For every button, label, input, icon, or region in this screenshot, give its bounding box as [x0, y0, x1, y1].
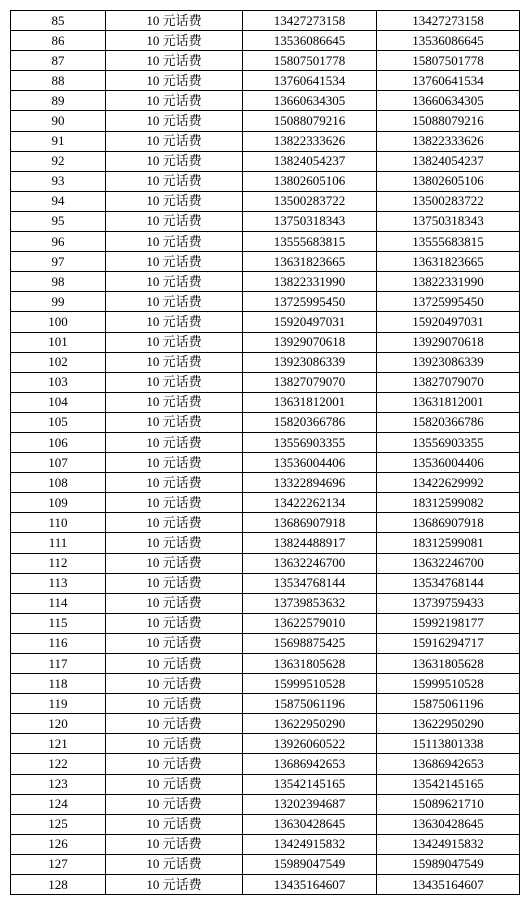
prize-item-cell: 10 元话费	[106, 573, 243, 593]
recharge-number-cell: 13750318343	[377, 211, 520, 231]
row-number-cell: 122	[11, 754, 106, 774]
recharge-number-cell: 13827079070	[377, 372, 520, 392]
prize-item-cell: 10 元话费	[106, 553, 243, 573]
row-number-cell: 103	[11, 372, 106, 392]
recharge-number-cell: 13542145165	[377, 774, 520, 794]
table-row	[11, 694, 520, 714]
recharge-number-cell: 13630428645	[377, 814, 520, 834]
prize-item-cell: 10 元话费	[106, 654, 243, 674]
phone-number-cell: 13630428645	[243, 814, 377, 834]
row-number-cell: 112	[11, 553, 106, 573]
row-number-cell: 92	[11, 151, 106, 171]
recharge-number-cell: 13500283722	[377, 191, 520, 211]
prize-item-cell: 10 元话费	[106, 674, 243, 694]
phone-number-cell: 13422262134	[243, 493, 377, 513]
prize-item-cell: 10 元话费	[106, 734, 243, 754]
prize-item-cell: 10 元话费	[106, 332, 243, 352]
recharge-number-cell: 13725995450	[377, 292, 520, 312]
row-number-cell: 87	[11, 51, 106, 71]
recharge-number-cell: 15807501778	[377, 51, 520, 71]
prize-item-cell: 10 元话费	[106, 191, 243, 211]
recharge-number-cell: 13556903355	[377, 432, 520, 452]
phone-number-cell: 13739853632	[243, 593, 377, 613]
phone-number-cell: 15989047549	[243, 854, 377, 874]
recharge-number-cell: 13424915832	[377, 834, 520, 854]
table-row	[11, 232, 520, 252]
phone-number-cell: 13827079070	[243, 372, 377, 392]
recharge-number-cell: 15089621710	[377, 794, 520, 814]
phone-number-cell: 13929070618	[243, 332, 377, 352]
table-row	[11, 633, 520, 653]
recharge-number-cell: 15920497031	[377, 312, 520, 332]
row-number-cell: 119	[11, 694, 106, 714]
table-row	[11, 493, 520, 513]
recharge-number-cell: 13929070618	[377, 332, 520, 352]
phone-number-cell: 13427273158	[243, 11, 377, 31]
table-row	[11, 654, 520, 674]
recharge-number-cell: 13686907918	[377, 513, 520, 533]
recharge-number-cell: 15088079216	[377, 111, 520, 131]
prize-item-cell: 10 元话费	[106, 714, 243, 734]
row-number-cell: 107	[11, 453, 106, 473]
row-number-cell: 95	[11, 211, 106, 231]
row-number-cell: 126	[11, 834, 106, 854]
prize-item-cell: 10 元话费	[106, 91, 243, 111]
prize-item-cell: 10 元话费	[106, 131, 243, 151]
recharge-number-cell: 15916294717	[377, 633, 520, 653]
row-number-cell: 113	[11, 573, 106, 593]
table-row	[11, 91, 520, 111]
recharge-number-cell: 13739759433	[377, 593, 520, 613]
row-number-cell: 99	[11, 292, 106, 312]
row-number-cell: 109	[11, 493, 106, 513]
row-number-cell: 124	[11, 794, 106, 814]
table-row	[11, 51, 520, 71]
table-row	[11, 151, 520, 171]
recharge-number-cell: 15999510528	[377, 674, 520, 694]
recharge-number-cell: 13631805628	[377, 654, 520, 674]
table-row	[11, 71, 520, 91]
phone-number-cell: 15999510528	[243, 674, 377, 694]
prize-item-cell: 10 元话费	[106, 312, 243, 332]
recharge-number-cell: 13631812001	[377, 392, 520, 412]
phone-number-cell: 13631823665	[243, 252, 377, 272]
phone-number-cell: 13534768144	[243, 573, 377, 593]
row-number-cell: 91	[11, 131, 106, 151]
prize-item-cell: 10 元话费	[106, 31, 243, 51]
recharge-number-cell: 15992198177	[377, 613, 520, 633]
recharge-number-cell: 13923086339	[377, 352, 520, 372]
table-row	[11, 292, 520, 312]
prize-item-cell: 10 元话费	[106, 252, 243, 272]
recharge-number-cell: 13534768144	[377, 573, 520, 593]
phone-number-cell: 13536086645	[243, 31, 377, 51]
table-row	[11, 734, 520, 754]
prize-item-cell: 10 元话费	[106, 372, 243, 392]
recharge-number-cell: 13555683815	[377, 232, 520, 252]
table-row	[11, 875, 520, 895]
recharge-number-cell: 13822331990	[377, 272, 520, 292]
phone-number-cell: 13424915832	[243, 834, 377, 854]
phone-number-cell: 15875061196	[243, 694, 377, 714]
table-row	[11, 372, 520, 392]
phone-number-cell: 13926060522	[243, 734, 377, 754]
table-row	[11, 211, 520, 231]
recharge-number-cell: 13622950290	[377, 714, 520, 734]
row-number-cell: 94	[11, 191, 106, 211]
row-number-cell: 110	[11, 513, 106, 533]
table-row	[11, 834, 520, 854]
table-row	[11, 774, 520, 794]
prize-item-cell: 10 元话费	[106, 473, 243, 493]
prize-item-cell: 10 元话费	[106, 412, 243, 432]
table-row	[11, 573, 520, 593]
prize-item-cell: 10 元话费	[106, 854, 243, 874]
prize-item-cell: 10 元话费	[106, 633, 243, 653]
table-row	[11, 131, 520, 151]
prize-item-cell: 10 元话费	[106, 352, 243, 372]
row-number-cell: 104	[11, 392, 106, 412]
table-row	[11, 754, 520, 774]
phone-number-cell: 13435164607	[243, 875, 377, 895]
row-number-cell: 120	[11, 714, 106, 734]
recharge-number-cell: 13660634305	[377, 91, 520, 111]
phone-number-cell: 13686907918	[243, 513, 377, 533]
row-number-cell: 100	[11, 312, 106, 332]
prize-winners-table	[10, 10, 520, 895]
row-number-cell: 108	[11, 473, 106, 493]
prize-item-cell: 10 元话费	[106, 533, 243, 553]
prize-item-cell: 10 元话费	[106, 11, 243, 31]
recharge-number-cell: 15875061196	[377, 694, 520, 714]
prize-item-cell: 10 元话费	[106, 875, 243, 895]
table-row	[11, 272, 520, 292]
table-row	[11, 814, 520, 834]
prize-item-cell: 10 元话费	[106, 111, 243, 131]
phone-number-cell: 15088079216	[243, 111, 377, 131]
table-row	[11, 31, 520, 51]
row-number-cell: 101	[11, 332, 106, 352]
recharge-number-cell: 13427273158	[377, 11, 520, 31]
row-number-cell: 121	[11, 734, 106, 754]
row-number-cell: 127	[11, 854, 106, 874]
row-number-cell: 90	[11, 111, 106, 131]
phone-number-cell: 13760641534	[243, 71, 377, 91]
row-number-cell: 118	[11, 674, 106, 694]
table-row	[11, 473, 520, 493]
phone-number-cell: 13555683815	[243, 232, 377, 252]
phone-number-cell: 13631812001	[243, 392, 377, 412]
row-number-cell: 105	[11, 412, 106, 432]
row-number-cell: 97	[11, 252, 106, 272]
recharge-number-cell: 13760641534	[377, 71, 520, 91]
recharge-number-cell: 13435164607	[377, 875, 520, 895]
prize-item-cell: 10 元话费	[106, 774, 243, 794]
row-number-cell: 88	[11, 71, 106, 91]
recharge-number-cell: 13686942653	[377, 754, 520, 774]
prize-item-cell: 10 元话费	[106, 292, 243, 312]
phone-number-cell: 15698875425	[243, 633, 377, 653]
row-number-cell: 93	[11, 171, 106, 191]
row-number-cell: 86	[11, 31, 106, 51]
recharge-number-cell: 18312599081	[377, 533, 520, 553]
prize-item-cell: 10 元话费	[106, 51, 243, 71]
table-row	[11, 252, 520, 272]
table-row	[11, 392, 520, 412]
prize-item-cell: 10 元话费	[106, 814, 243, 834]
phone-number-cell: 13750318343	[243, 211, 377, 231]
recharge-number-cell: 13632246700	[377, 553, 520, 573]
table-row	[11, 191, 520, 211]
prize-item-cell: 10 元话费	[106, 754, 243, 774]
phone-number-cell: 13500283722	[243, 191, 377, 211]
prize-item-cell: 10 元话费	[106, 232, 243, 252]
recharge-number-cell: 13822333626	[377, 131, 520, 151]
recharge-number-cell: 13802605106	[377, 171, 520, 191]
recharge-number-cell: 13536004406	[377, 453, 520, 473]
recharge-number-cell: 13631823665	[377, 252, 520, 272]
recharge-number-cell: 13422629992	[377, 473, 520, 493]
row-number-cell: 125	[11, 814, 106, 834]
table-body	[11, 11, 520, 895]
recharge-number-cell: 15989047549	[377, 854, 520, 874]
table-row	[11, 794, 520, 814]
phone-number-cell: 13542145165	[243, 774, 377, 794]
phone-number-cell: 13660634305	[243, 91, 377, 111]
row-number-cell: 111	[11, 533, 106, 553]
prize-item-cell: 10 元话费	[106, 694, 243, 714]
prize-item-cell: 10 元话费	[106, 211, 243, 231]
phone-number-cell: 13631805628	[243, 654, 377, 674]
phone-number-cell: 13802605106	[243, 171, 377, 191]
table-row	[11, 553, 520, 573]
row-number-cell: 117	[11, 654, 106, 674]
table-row	[11, 312, 520, 332]
table-row	[11, 714, 520, 734]
prize-item-cell: 10 元话费	[106, 613, 243, 633]
prize-item-cell: 10 元话费	[106, 392, 243, 412]
prize-item-cell: 10 元话费	[106, 432, 243, 452]
prize-item-cell: 10 元话费	[106, 453, 243, 473]
row-number-cell: 96	[11, 232, 106, 252]
row-number-cell: 102	[11, 352, 106, 372]
table-row	[11, 854, 520, 874]
phone-number-cell: 13824488917	[243, 533, 377, 553]
phone-number-cell: 13536004406	[243, 453, 377, 473]
row-number-cell: 106	[11, 432, 106, 452]
recharge-number-cell: 13536086645	[377, 31, 520, 51]
prize-item-cell: 10 元话费	[106, 834, 243, 854]
row-number-cell: 116	[11, 633, 106, 653]
table-row	[11, 593, 520, 613]
prize-item-cell: 10 元话费	[106, 593, 243, 613]
prize-item-cell: 10 元话费	[106, 272, 243, 292]
recharge-number-cell: 15820366786	[377, 412, 520, 432]
phone-number-cell: 13824054237	[243, 151, 377, 171]
row-number-cell: 115	[11, 613, 106, 633]
table-row	[11, 332, 520, 352]
phone-number-cell: 15807501778	[243, 51, 377, 71]
phone-number-cell: 13202394687	[243, 794, 377, 814]
table-row	[11, 513, 520, 533]
phone-number-cell: 13822333626	[243, 131, 377, 151]
row-number-cell: 98	[11, 272, 106, 292]
table-row	[11, 432, 520, 452]
phone-number-cell: 15920497031	[243, 312, 377, 332]
row-number-cell: 85	[11, 11, 106, 31]
table-row	[11, 171, 520, 191]
phone-number-cell: 13725995450	[243, 292, 377, 312]
recharge-number-cell: 13824054237	[377, 151, 520, 171]
prize-item-cell: 10 元话费	[106, 493, 243, 513]
table-row	[11, 613, 520, 633]
row-number-cell: 89	[11, 91, 106, 111]
prize-item-cell: 10 元话费	[106, 151, 243, 171]
phone-number-cell: 13686942653	[243, 754, 377, 774]
table-row	[11, 453, 520, 473]
table-row	[11, 674, 520, 694]
phone-number-cell: 13622579010	[243, 613, 377, 633]
table-row	[11, 11, 520, 31]
table-row	[11, 533, 520, 553]
table-row	[11, 412, 520, 432]
table-row	[11, 111, 520, 131]
prize-item-cell: 10 元话费	[106, 171, 243, 191]
row-number-cell: 114	[11, 593, 106, 613]
phone-number-cell: 13556903355	[243, 432, 377, 452]
row-number-cell: 128	[11, 875, 106, 895]
recharge-number-cell: 15113801338	[377, 734, 520, 754]
recharge-number-cell: 18312599082	[377, 493, 520, 513]
phone-number-cell: 13632246700	[243, 553, 377, 573]
table-row	[11, 352, 520, 372]
phone-number-cell: 13822331990	[243, 272, 377, 292]
prize-item-cell: 10 元话费	[106, 71, 243, 91]
phone-number-cell: 13622950290	[243, 714, 377, 734]
prize-item-cell: 10 元话费	[106, 794, 243, 814]
row-number-cell: 123	[11, 774, 106, 794]
phone-number-cell: 13923086339	[243, 352, 377, 372]
phone-number-cell: 15820366786	[243, 412, 377, 432]
phone-number-cell: 13322894696	[243, 473, 377, 493]
document-page	[10, 10, 519, 895]
prize-item-cell: 10 元话费	[106, 513, 243, 533]
